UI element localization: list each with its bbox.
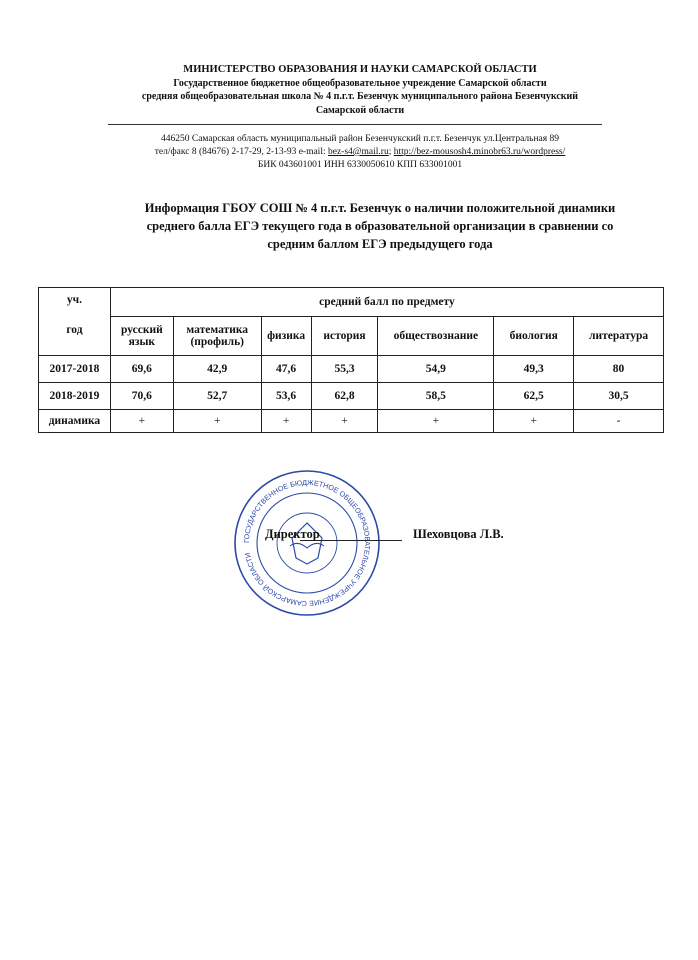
subjects-header-row [39,317,664,356]
score-cell: 69,6 [110,356,173,383]
dynamics-cell: + [173,410,261,433]
institution-line-1: Государственное бюджетное общеобразовательное учреждение Самарской области [173,78,547,89]
seal-text [242,478,372,608]
contacts-separator: ; [388,147,394,157]
score-cell: 49,3 [494,356,574,383]
official-seal [232,468,382,618]
score-cell: 58,5 [378,383,494,410]
contacts-line [100,146,620,158]
dynamics-row [39,410,664,433]
group-header-cell: средний балл по предмету [110,288,663,317]
signer-name: Шеховцова Л.В. [413,527,504,541]
dynamics-cell: + [378,410,494,433]
row-year-label: 2018-2019 [39,383,111,410]
dynamics-cell: + [110,410,173,433]
signature-line [300,540,402,541]
row-year-label: 2017-2018 [39,356,111,383]
year-header-cell [39,288,111,356]
email-link[interactable]: bez-s4@mail.ru [327,147,389,157]
dynamics-cell: + [311,410,378,433]
subject-header: литература [574,317,664,356]
table-row [39,383,664,410]
document-title-line-3: средним баллом ЕГЭ предыдущего года [267,237,493,251]
score-cell: 62,8 [311,383,378,410]
score-cell: 80 [574,356,664,383]
seal-inner-ring [257,493,357,593]
score-cell: 30,5 [574,383,664,410]
seal-text-path: ГОСУДАРСТВЕННОЕ БЮДЖЕТНОЕ ОБЩЕОБРАЗОВАТЕЛЬНОЕ УЧРЕЖДЕНИЕ САМАРСКОЙ ОБЛАСТИ [241,477,373,609]
header-divider [108,124,602,125]
subject-header: обществознание [378,317,494,356]
institution-line-3: Самарской области [315,105,405,116]
signature-role: Директор [265,527,320,541]
score-cell: 62,5 [494,383,574,410]
document-title-line-2: среднего балла ЕГЭ текущего года в образовательной организации в сравнении со [146,219,614,233]
ministry-name: МИНИСТЕРСТВО ОБРАЗОВАНИЯ И НАУКИ САМАРСКОЙ ОБЛАСТИ [183,64,537,75]
institution-line-2: средняя общеобразовательная школа № 4 п.г.т. Безенчук муниципального района Безенчукский [141,91,579,102]
score-cell: 47,6 [261,356,311,383]
year-header-top: уч. [66,294,82,306]
subject-header: русский язык [110,317,173,356]
bank-details: БИК 043601001 ИНН 6330050610 КПП 633001001 [257,160,463,170]
postal-address: 446250 Самарская область муниципальный район Безенчукский п.г.т. Безенчук ул.Центральная 89 [161,134,559,144]
score-cell: 42,9 [173,356,261,383]
subject-header: биология [494,317,574,356]
subject-header: математика (профиль) [173,317,261,356]
phone-text: тел/факс 8 (84676) 2-17-29, 2-13-93 e-mail: [154,147,328,157]
dynamics-cell: - [574,410,664,433]
table-header-row [39,288,664,317]
dynamics-cell: + [494,410,574,433]
score-cell: 54,9 [378,356,494,383]
scores-table [38,287,664,433]
year-header-bottom: год [66,324,83,336]
table-row [39,356,664,383]
dynamics-cell: + [261,410,311,433]
score-cell: 52,7 [173,383,261,410]
dynamics-label: динамика [39,410,111,433]
score-cell: 53,6 [261,383,311,410]
score-cell: 70,6 [110,383,173,410]
subject-header: физика [261,317,311,356]
emblem-wing-icon [290,543,324,548]
score-cell: 55,3 [311,356,378,383]
subject-header: история [311,317,378,356]
website-link[interactable]: http://bez-mousosh4.minobr63.ru/wordpress/ [393,147,566,157]
document-title-line-1: Информация ГБОУ СОШ № 4 п.г.т. Безенчук о наличии положительной динамики [144,201,616,215]
